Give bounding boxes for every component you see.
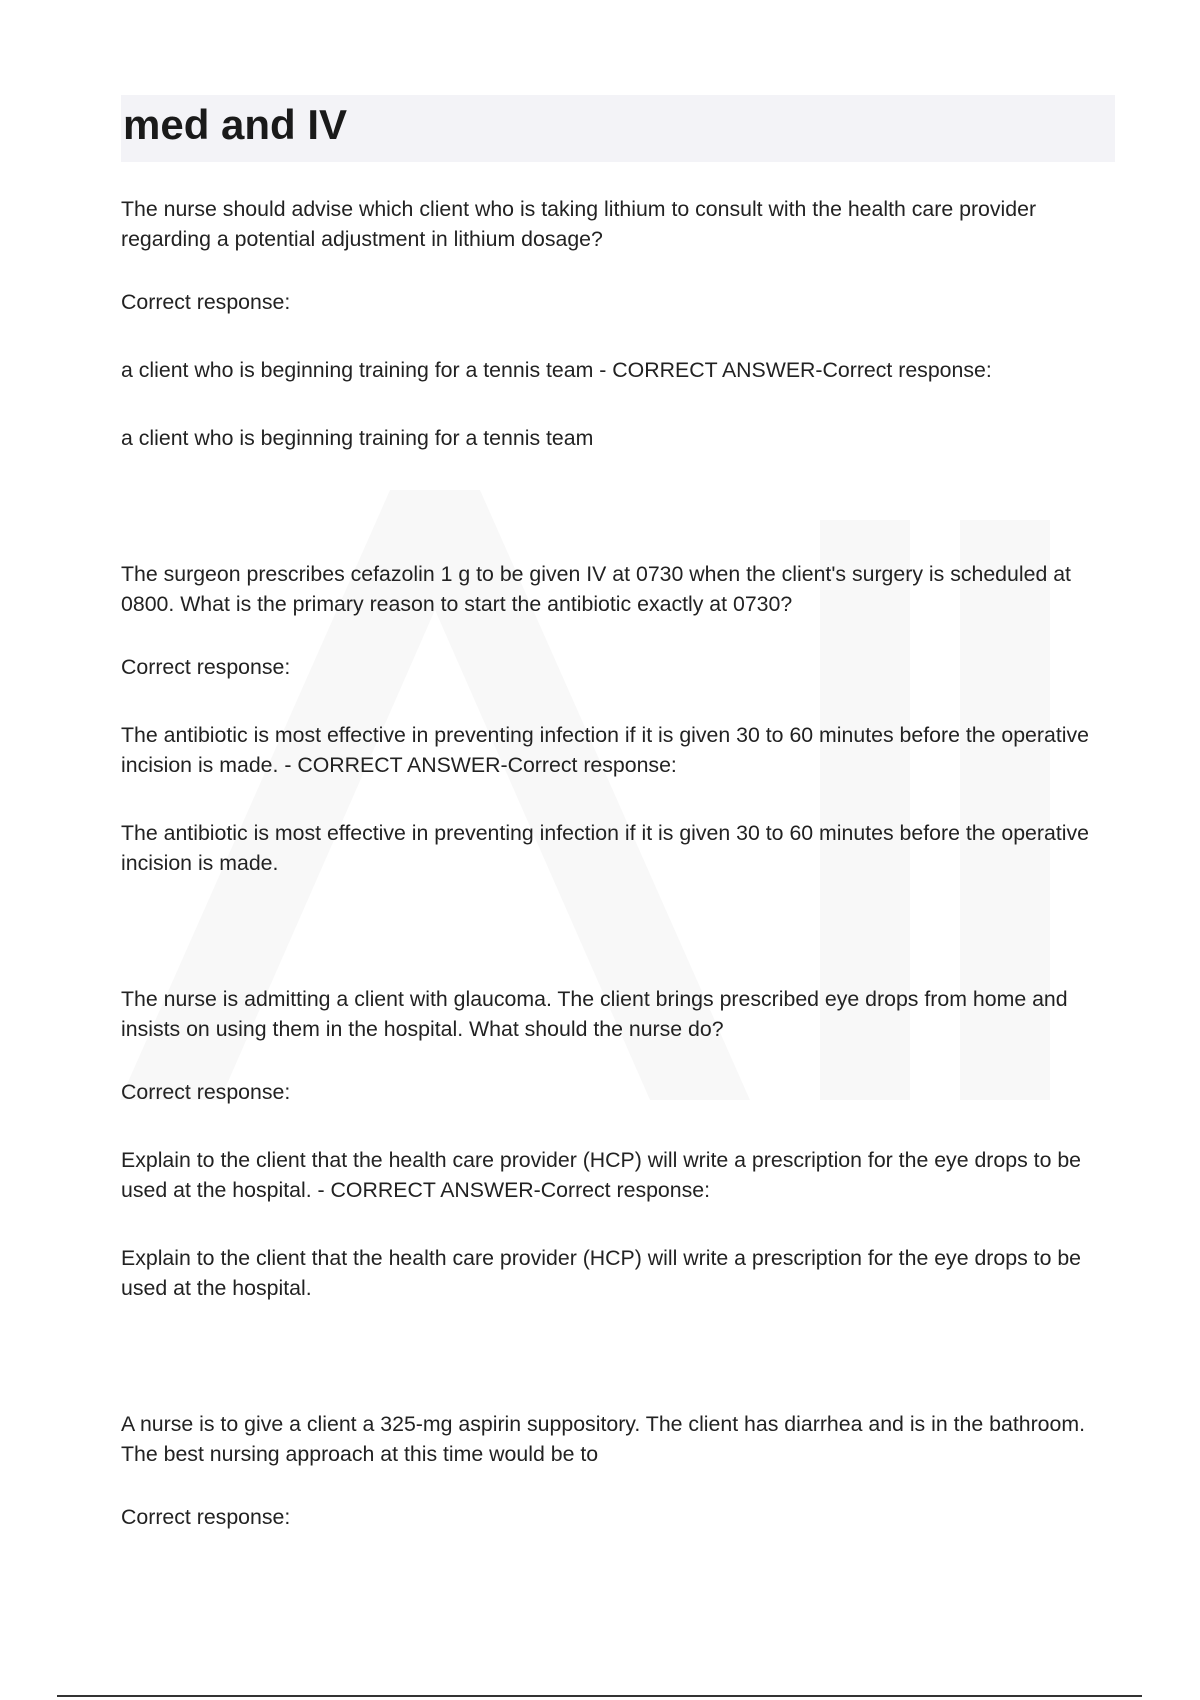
answer-with-marker: Explain to the client that the health care provider (HCP) will write a prescription for the eye drops to be used at the hospital. - CORRECT ANSWER-Correct response: <box>121 1148 1082 1202</box>
question-text: The nurse is admitting a client with glaucoma. The client brings prescribed eye drops from home and insists on using them in the hospital. What should the nurse do? <box>121 987 1068 1041</box>
answer-text: Explain to the client that the health care provider (HCP) will write a prescription for the eye drops to be used at the hospital. <box>121 1246 1082 1300</box>
qa-item <box>121 984 1116 1303</box>
qa-item <box>121 559 1116 878</box>
qa-item <box>121 1409 1116 1532</box>
question-text: A nurse is to give a client a 325-mg aspirin suppository. The client has diarrhea and is in the bathroom. The best nursing approach at this time would be to <box>121 1412 1086 1466</box>
answer-text: a client who is beginning training for a tennis team <box>121 426 594 450</box>
correct-response-label: Correct response: <box>121 290 291 314</box>
correct-response-label: Correct response: <box>121 1080 291 1104</box>
correct-response-label: Correct response: <box>121 1505 291 1529</box>
footer-divider <box>57 1695 1142 1697</box>
qa-content <box>121 194 1116 1570</box>
page-title: med and IV <box>123 101 348 148</box>
question-text: The surgeon prescribes cefazolin 1 g to be given IV at 0730 when the client's surgery is scheduled at 0800. What is the primary reason to start the antibiotic exactly at 0730? <box>121 562 1071 616</box>
answer-with-marker: The antibiotic is most effective in preventing infection if it is given 30 to 60 minutes before the operative incision is made. - CORRECT ANSWER-Correct response: <box>121 723 1089 777</box>
answer-with-marker: a client who is beginning training for a tennis team - CORRECT ANSWER-Correct response: <box>121 358 992 382</box>
correct-response-label: Correct response: <box>121 655 291 679</box>
title-bar <box>121 95 1115 162</box>
spacer <box>121 453 1116 559</box>
question-text: The nurse should advise which client who is taking lithium to consult with the health care provider regarding a potential adjustment in lithium dosage? <box>121 197 1037 251</box>
answer-text: The antibiotic is most effective in preventing infection if it is given 30 to 60 minutes before the operative incision is made. <box>121 821 1089 875</box>
spacer <box>121 1303 1116 1409</box>
qa-item <box>121 194 1116 453</box>
spacer <box>121 878 1116 984</box>
